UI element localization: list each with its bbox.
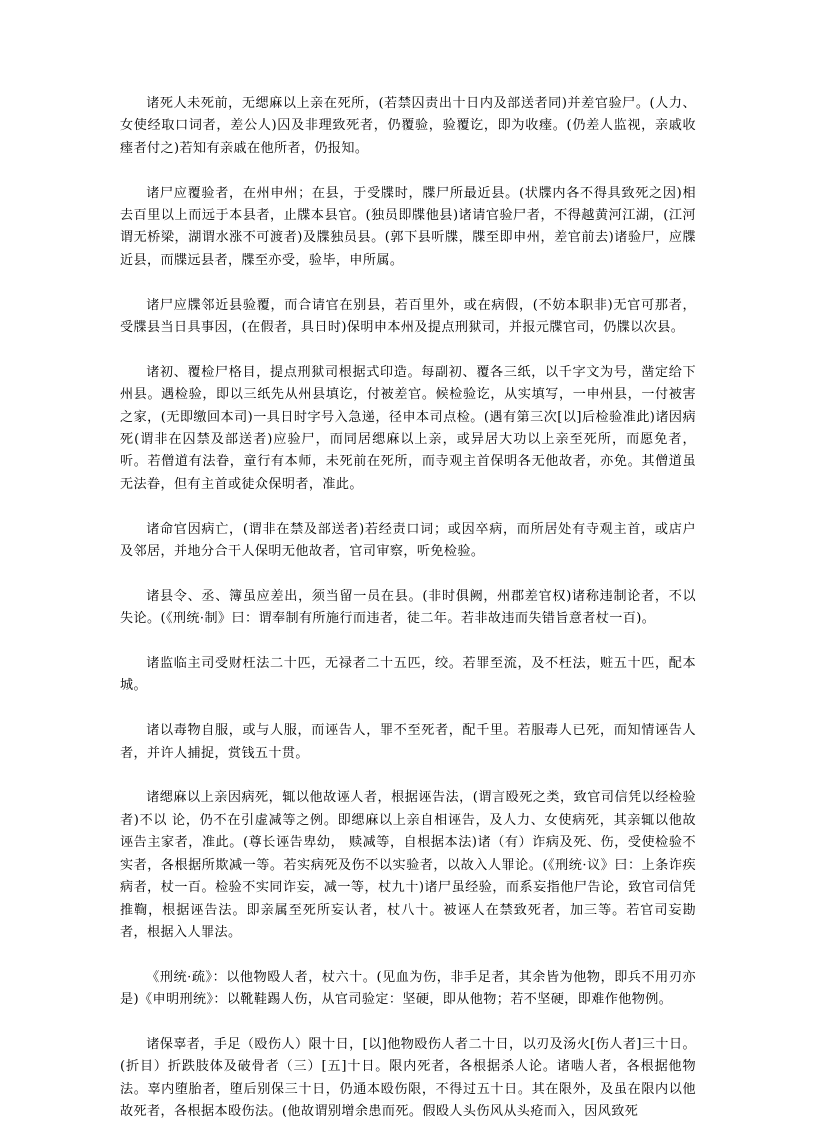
paragraph-2: 诸尸应覆验者，在州申州；在县，于受牒时，牒尸所最近县。(状牒内各不得具致死之因)相去百里以上而远于本县者，止牒本县官。(独员即牒他县)诸请官验尸者，不得越黄河江湖，(江河谓无桥梁，湖谓水涨不可渡者)及牒独员县。(郭下县听牒，牒至即申州，差官前去)诸验尸，应牒近县，而牒远县者，牒至亦受，验毕，申所属。 xyxy=(120,185,696,268)
paragraph-11: 诸保辜者，手足（殴伤人）限十日，[以]他物殴伤人者二十日，以刃及汤火[伤人者]三十日。(折目）折跌肢体及破骨者（三）[五]十日。限内死者，各根据杀人论。诸啮人者，各根据他物法。辜内堕胎者，堕后别保三十日，仍通本殴伤限，不得过五十日。其在限外，及虽在限内以他故死者，各根据本殴伤法。(他故谓别增余患而死。假殴人头伤风从头疮而入，因风致死 xyxy=(120,1036,696,1120)
document-page xyxy=(120,93,696,1124)
paragraph-9: 诸缌麻以上亲因病死，辄以他故诬人者，根据诬告法，(谓言殴死之类，致官司信凭以经检验者)不以 论，仍不在引虚减等之例。即缌麻以上亲自相诬告，及人力、女使病死，其亲辄以他故诬告主家者，准此。(尊长诬告卑幼， 赎减等，自根据本法)诸（有）诈病及死、伤，受使检验不实者，各根据所欺减一等。若实病死及伤不以实验者，以故入人罪论。(《刑统·议》曰：上条诈疾病者，杖一百。检验不实同诈妄，减一等，杖九十)诸尸虽经验，而系妄指他尸告论，致官司信凭推鞫，根据诬告法。即亲属至死所妄认者，杖八十。被诬人在禁致死者，加三等。若官司妄勘者，根据入人罪法。 xyxy=(120,790,696,940)
paragraph-8: 诸以毒物自服，或与人服，而诬告人，罪不至死者，配千里。若服毒人已死，而知情诬告人者，并许人捕捉，赏钱五十贯。 xyxy=(120,723,696,761)
paragraph-6: 诸县令、丞、簿虽应差出，须当留一员在县。(非时俱阙，州郡差官权)诸称违制论者，不以失论。(《刑统·制》曰：谓奉制有所施行而违者，徒二年。若非故违而失错旨意者杖一百)。 xyxy=(120,588,696,627)
paragraph-7: 诸监临主司受财枉法二十匹，无禄者二十五匹，绞。若罪至流，及不枉法，赃五十匹，配本城。 xyxy=(120,656,696,694)
paragraph-4: 诸初、覆检尸格目，提点刑狱司根据式印造。每副初、覆各三纸，以千字文为号，凿定给下州县。遇检验，即以三纸先从州县填讫，付被差官。候检验讫，从实填写，一申州县，一付被害之家，(无即缴回本司)一具日时字号入急递，径申本司点检。(遇有第三次[以]后检验准此)诸因病死(谓非在囚禁及部送者)应验尸，而同居缌麻以上亲，或异居大功以上亲至死所，而愿免者，听。若僧道有法眷，童行有本师，未死前在死所，而寺观主首保明各无他故者，亦免。其僧道虽无法眷，但有主首或徒众保明者，准此。 xyxy=(120,364,696,492)
paragraph-10: 《刑统·疏》：以他物殴人者，杖六十。(见血为伤，非手足者，其余皆为他物，即兵不用刃亦是)《申明刑统》：以靴鞋踢人伤，从官司验定：坚硬，即从他物；若不坚硬，即难作他物例。 xyxy=(120,969,696,1008)
paragraph-1: 诸死人未死前，无缌麻以上亲在死所，(若禁囚责出十日内及部送者同)并差官验尸。(人力、女使经取口词者，差公人)囚及非理致死者，仍覆验，验覆讫，即为收瘗。(仍差人监视，亲戚收瘗者付之)若知有亲戚在他所者，仍报知。 xyxy=(120,96,696,156)
paragraph-3: 诸尸应牒邻近县验覆，而合请官在别县，若百里外，或在病假，(不妨本职非)无官可那者，受牒县当日具事因，(在假者，具日时)保明申本州及提点刑狱司，并报元牒官司，仍牒以次县。 xyxy=(120,297,696,336)
paragraph-5: 诸命官因病亡，(谓非在禁及部送者)若经责口词；或因卒病，而所居处有寺观主首，或店户及邻居，并地分合干人保明无他故者，官司审察，听免检验。 xyxy=(120,521,696,560)
